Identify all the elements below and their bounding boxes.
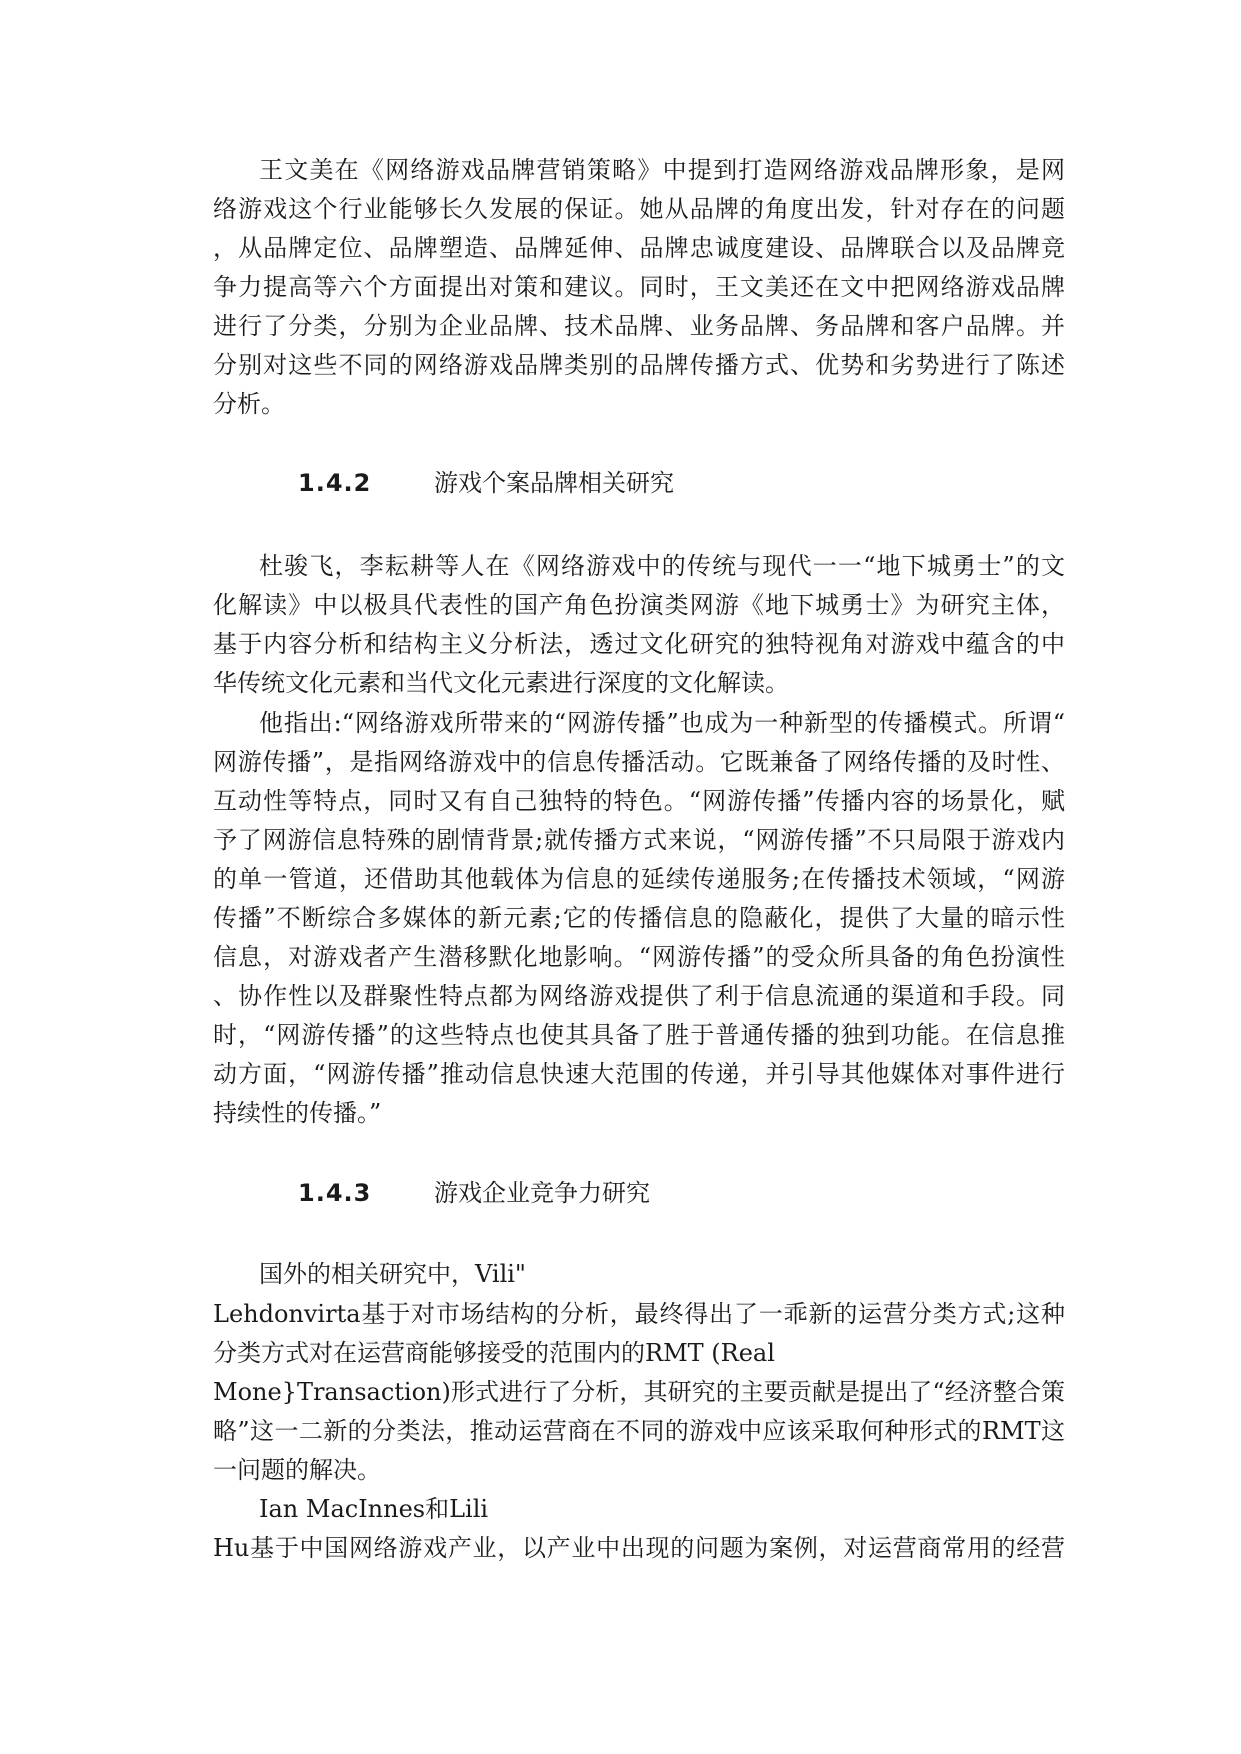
para1-line-6: 分别对这些不同的网络游戏品牌类别的品牌传播方式、优势和劣势进行了陈述 <box>213 351 1065 379</box>
para4-line-1: 国外的相关研究中，Vili" <box>259 1260 526 1288</box>
para4-line-3: 分类方式对在运营商能够接受的范围内的RMT (Real <box>213 1339 775 1367</box>
para3-line-5: 的单一管道，还借助其他载体为信息的延续传递服务;在传播技术领域，“网游 <box>213 865 1065 893</box>
para3-line-10: 动方面，“网游传播”推动信息快速大范围的传递，并引导其他媒体对事件进行 <box>213 1060 1065 1088</box>
para5-line-1: Ian MacInnes和Lili <box>259 1495 489 1523</box>
para3-line-7: 信息，对游戏者产生潜移默化地影响。“网游传播”的受众所具备的角色扮演性 <box>213 943 1065 971</box>
section-number: 1.4.3 <box>298 1179 372 1207</box>
para2-line-2: 化解读》中以极具代表性的国产角色扮演类网游《地下城勇士》为研究主体， <box>213 591 1065 619</box>
para1-line-1: 王文美在《网络游戏品牌营销策略》中提到打造网络游戏品牌形象，是网 <box>259 156 1065 184</box>
para1-line-3: ，从品牌定位、品牌塑造、品牌延伸、品牌忠诚度建设、品牌联合以及品牌竞 <box>213 234 1065 262</box>
section-number: 1.4.2 <box>298 469 372 497</box>
section-heading-1-4-3 <box>298 1175 650 1211</box>
para3-line-2: 网游传播”，是指网络游戏中的信息传播活动。它既兼备了网络传播的及时性、 <box>213 748 1065 776</box>
para5-line-2: Hu基于中国网络游戏产业，以产业中出现的问题为案例，对运营商常用的经营 <box>213 1534 1065 1562</box>
para2-line-1: 杜骏飞，李耘耕等人在《网络游戏中的传统与现代一一“地下城勇士”的文 <box>259 552 1065 580</box>
para4-line-2: Lehdonvirta基于对市场结构的分析，最终得出了一乖新的运营分类方式;这种 <box>213 1300 1065 1328</box>
para3-line-8: 、协作性以及群聚性特点都为网络游戏提供了利于信息流通的渠道和手段。同 <box>213 982 1065 1010</box>
para3-line-9: 时，“网游传播”的这些特点也使其具备了胜于普通传播的独到功能。在信息推 <box>213 1021 1065 1049</box>
para4-line-5: 略”这一二新的分类法，推动运营商在不同的游戏中应该采取何种形式的RMT这 <box>213 1417 1065 1445</box>
para4-line-6: 一问题的解决。 <box>213 1456 381 1484</box>
para4-line-4: Mone}Transaction)形式进行了分析，其研究的主要贡献是提出了“经济整合策 <box>213 1378 1065 1406</box>
section-title: 游戏企业竞争力研究 <box>434 1179 650 1207</box>
section-heading-1-4-2 <box>298 465 674 501</box>
para1-line-5: 进行了分类，分别为企业品牌、技术品牌、业务品牌、务品牌和客户品牌。并 <box>213 312 1065 340</box>
para3-line-1: 他指出:“网络游戏所带来的“网游传播”也成为一种新型的传播模式。所谓“ <box>259 709 1065 737</box>
para3-line-3: 互动性等特点，同时又有自己独特的特色。“网游传播”传播内容的场景化，赋 <box>213 787 1065 815</box>
section-title: 游戏个案品牌相关研究 <box>434 469 674 497</box>
para2-line-4: 华传统文化元素和当代文化元素进行深度的文化解读。 <box>213 669 789 697</box>
para3-line-11: 持续性的传播。” <box>213 1099 382 1127</box>
para2-line-3: 基于内容分析和结构主义分析法，透过文化研究的独特视角对游戏中蕴含的中 <box>213 630 1065 658</box>
para3-line-4: 予了网游信息特殊的剧情背景;就传播方式来说，“网游传播”不只局限于游戏内 <box>213 826 1065 854</box>
para1-line-7: 分析。 <box>213 390 285 418</box>
para3-line-6: 传播”不断综合多媒体的新元素;它的传播信息的隐蔽化，提供了大量的暗示性 <box>213 904 1065 932</box>
para1-line-2: 络游戏这个行业能够长久发展的保证。她从品牌的角度出发，针对存在的问题 <box>213 195 1065 223</box>
para1-line-4: 争力提高等六个方面提出对策和建议。同时，王文美还在文中把网络游戏品牌 <box>213 273 1065 301</box>
